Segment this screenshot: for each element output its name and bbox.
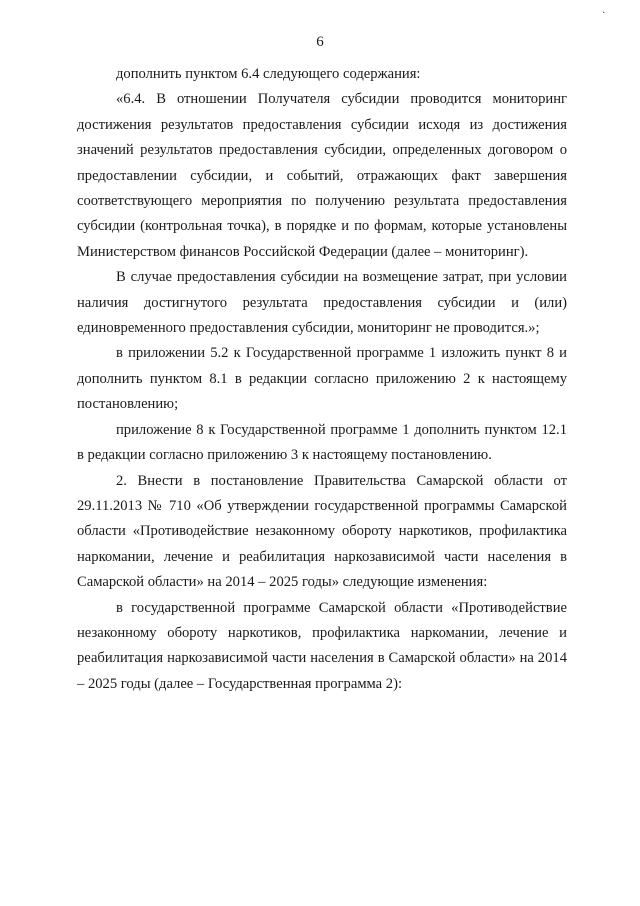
paragraph-2: «6.4. В отношении Получателя субсидии проводится мониторинг достижения результатов предоставления субсидии исходя из достижения значений результатов предоставления субсидии, определенных договором о предоставлении субсидии, и событий, отражающих факт завершения соответствующего мероприятия по получению результата предоставления субсидии (контрольная точка), в порядке и по формам, которые установлены Министерством финансов Российской Федерации (далее – мониторинг). (77, 91, 567, 260)
document-body (77, 62, 567, 697)
paragraph-6: 2. Внести в постановление Правительства Самарской области от 29.11.2013 № 710 «Об утверждении государственной программы Самарской области «Противодействие незаконному обороту наркотиков, профилактика наркомании, лечение и реабилитация наркозависимой части населения в Самарской области» на 2014 – 2025 годы» следующие изменения: (77, 472, 567, 591)
paragraph-7: в государственной программе Самарской области «Противодействие незаконному обороту наркотиков, профилактика наркомании, лечение и реабилитация наркозависимой части населения в Самарской области» на 2014 – 2025 годы (далее – Государственная программа 2): (77, 599, 567, 692)
scan-mark: · (602, 8, 606, 19)
paragraph-1: дополнить пунктом 6.4 следующего содержания: (116, 66, 421, 82)
paragraph-3: В случае предоставления субсидии на возмещение затрат, при условии наличия достигнутого результата предоставления субсидии и (или) единовременного предоставления субсидии, мониторинг не проводится.»; (77, 269, 567, 337)
page-number: 6 (316, 34, 324, 50)
paragraph-5: приложение 8 к Государственной программе 1 дополнить пунктом 12.1 в редакции согласно приложению 3 к настоящему постановлению. (77, 421, 567, 464)
paragraph-4: в приложении 5.2 к Государственной программе 1 изложить пункт 8 и дополнить пунктом 8.1 в редакции согласно приложению 2 к настоящему постановлению; (77, 345, 567, 413)
